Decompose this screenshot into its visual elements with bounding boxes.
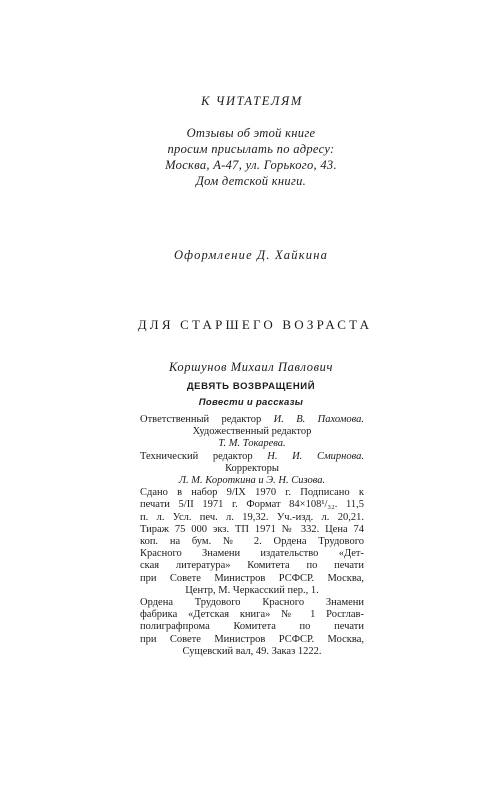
imprint-line: при Совете Министров РСФСР. Москва, xyxy=(140,633,364,645)
tech-editor-line xyxy=(140,451,364,463)
imprint-line: п. л. Усл. печ. л. 19,32. Уч.-изд. л. 20,21. xyxy=(140,511,364,523)
proofreaders-names: Л. М. Короткина и Э. Н. Сизова. xyxy=(178,475,326,487)
reader-notice-title: К ЧИТАТЕЛЯМ xyxy=(201,94,303,108)
tech-editor-name: Н. И. Смирнова. xyxy=(267,450,364,462)
editor-line xyxy=(140,414,364,426)
art-editor-label: Художественный редактор xyxy=(192,426,312,438)
imprint-line: при Совете Министров РСФСР. Москва, xyxy=(140,572,364,584)
design-credit: Оформление Д. Хайкина xyxy=(173,248,329,262)
reader-notice-line: Москва, А-47, ул. Горького, 43. xyxy=(165,158,337,172)
imprint-line: Ордена Трудового Красного Знамени xyxy=(140,597,364,609)
imprint-line: Красного Знамени издательство «Дет- xyxy=(140,548,364,560)
reader-notice-line: Отзывы об этой книге xyxy=(186,126,316,140)
book-title: ДЕВЯТЬ ВОЗВРАЩЕНИЙ xyxy=(186,381,316,392)
proofreaders-label: Корректоры xyxy=(225,462,279,474)
art-editor-name: Т. М. Токарева. xyxy=(218,438,286,450)
imprint-line: полиграфпрома Комитета по печати xyxy=(140,621,364,633)
tech-editor-label: Технический редактор xyxy=(140,450,253,462)
imprint-line: коп. на бум. № 2. Ордена Трудового xyxy=(140,536,364,548)
author-name: Коршунов Михаил Павлович xyxy=(168,360,334,374)
imprint-line: фабрика «Детская книга» № 1 Росглав- xyxy=(140,609,364,621)
imprint-line: печати 5/II 1971 г. Формат 84×108¹/₃₂. 11,5 xyxy=(140,499,364,511)
editor-name: И. В. Пахомова. xyxy=(273,414,364,425)
reader-notice-line: Дом детской книги. xyxy=(195,174,307,188)
imprint-line: Сущевский вал, 49. Заказ 1222. xyxy=(182,645,322,657)
editor-label: Ответственный редактор xyxy=(140,414,262,425)
reader-notice-line: просим присылать по адресу: xyxy=(167,142,335,156)
reader-notice xyxy=(0,94,502,189)
imprint-line: Сдано в набор 9/IX 1970 г. Подписано к xyxy=(140,487,364,499)
imprint-line: ская литература» Комитета по печати xyxy=(140,560,364,572)
book-subtitle: Повести и рассказы xyxy=(198,397,304,408)
reader-notice-text xyxy=(0,125,502,189)
imprint-block xyxy=(140,414,364,658)
imprint-line: Центр, М. Черкасский пер., 1. xyxy=(185,584,319,596)
imprint-line: Тираж 75 000 экз. ТП 1971 № 332. Цена 74 xyxy=(140,523,364,535)
age-group-label: ДЛЯ СТАРШЕГО ВОЗРАСТА xyxy=(137,317,373,332)
